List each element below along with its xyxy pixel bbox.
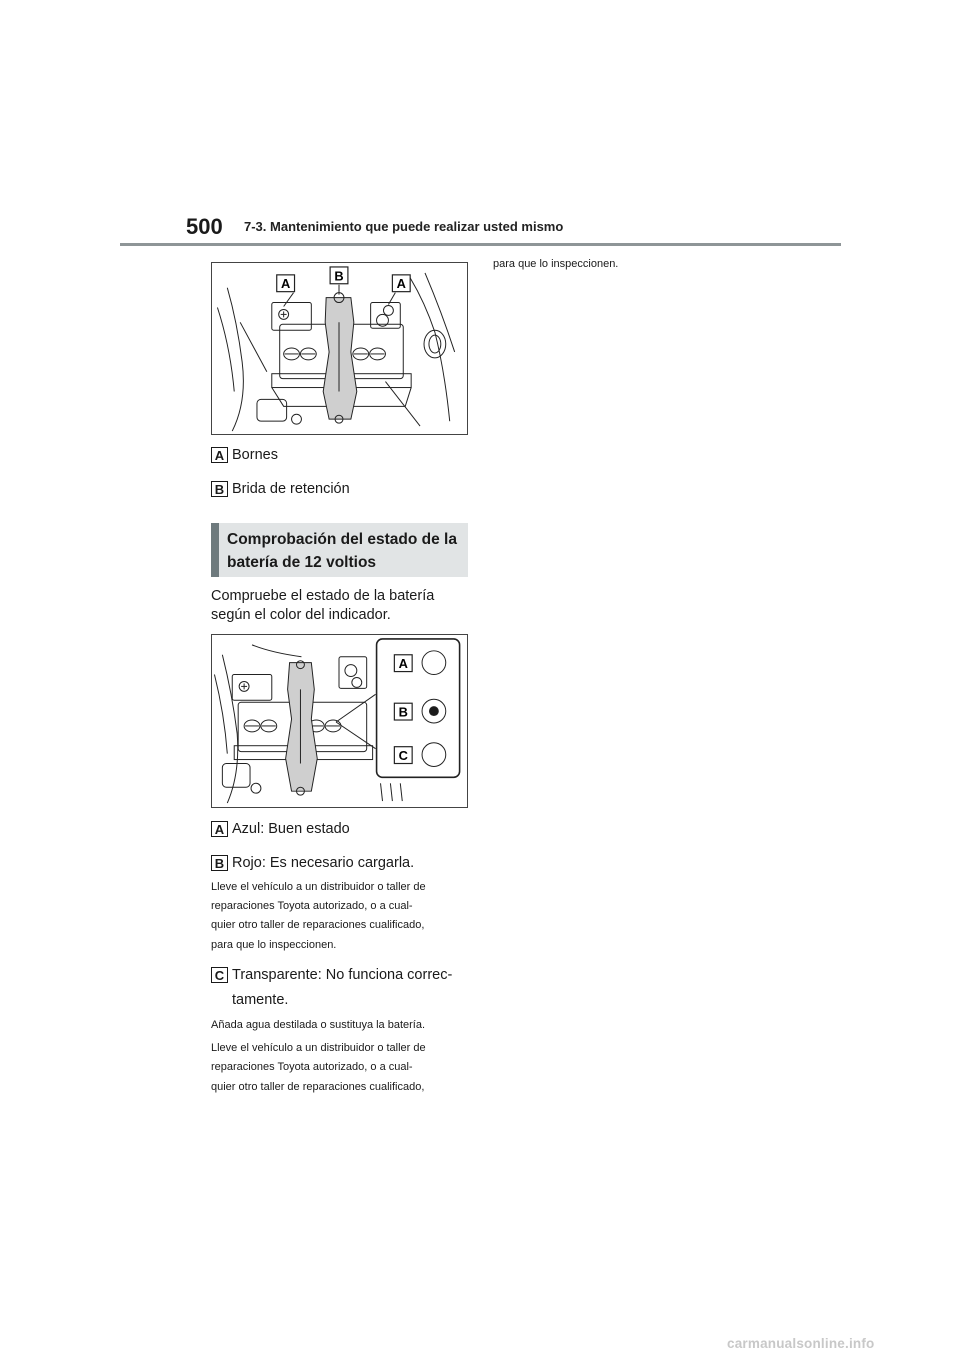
label-a-badge: A bbox=[211, 821, 228, 837]
legend-item-clear bbox=[211, 965, 452, 985]
legend-text: Bornes bbox=[232, 447, 278, 463]
red-note-line-3: quier otro taller de reparaciones cualificado, bbox=[211, 919, 425, 931]
label-b-badge: B bbox=[211, 481, 228, 497]
header-rule bbox=[120, 243, 841, 246]
label-a-badge: A bbox=[211, 447, 228, 463]
indicator-label-a: A bbox=[398, 656, 408, 672]
right-column-continued-text: para que lo inspeccionen. bbox=[493, 258, 619, 270]
indicator-label-b: B bbox=[398, 704, 408, 720]
legend-text: Brida de retención bbox=[232, 481, 350, 497]
callout-a-right: A bbox=[396, 276, 406, 292]
indicator-label-c: C bbox=[398, 748, 408, 764]
red-note-line-4: para que lo inspeccionen. bbox=[211, 939, 337, 951]
section-heading bbox=[211, 523, 468, 577]
legend-item-red bbox=[211, 853, 414, 873]
watermark: carmanualsonline.info bbox=[727, 1336, 875, 1351]
battery-indicator-illustration bbox=[211, 634, 468, 808]
heading-line-1: Comprobación del estado de la bbox=[227, 531, 457, 548]
legend-text: Transparente: No funciona correc- bbox=[232, 967, 453, 983]
section-title: 7-3. Mantenimiento que puede realizar usted mismo bbox=[244, 219, 564, 234]
red-note-line-1: Lleve el vehículo a un distribuidor o taller de bbox=[211, 881, 426, 893]
legend-text-continued: tamente. bbox=[232, 992, 289, 1008]
clear-note-line-3: reparaciones Toyota autorizado, o a cual- bbox=[211, 1061, 413, 1073]
legend-item-terminals bbox=[211, 445, 278, 465]
heading-line-2: batería de 12 voltios bbox=[227, 554, 377, 571]
callout-b: B bbox=[334, 268, 344, 284]
battery-terminals-drawing bbox=[212, 263, 467, 434]
battery-illustration-terminals bbox=[211, 262, 468, 435]
legend-text: Azul: Buen estado bbox=[232, 821, 350, 837]
page-number: 500 bbox=[186, 214, 223, 239]
label-c-badge: C bbox=[211, 967, 228, 983]
legend-item-clamp bbox=[211, 479, 350, 499]
legend-item-blue bbox=[211, 819, 350, 839]
clear-note-line-4: quier otro taller de reparaciones cualificado, bbox=[211, 1081, 425, 1093]
battery-indicator-drawing bbox=[212, 635, 467, 807]
intro-line-1: Compruebe el estado de la batería bbox=[211, 588, 435, 604]
clear-note-line-1: Añada agua destilada o sustituya la batería. bbox=[211, 1019, 426, 1031]
red-note-line-2: reparaciones Toyota autorizado, o a cual- bbox=[211, 900, 413, 912]
clear-note-line-2: Lleve el vehículo a un distribuidor o taller de bbox=[211, 1042, 426, 1054]
legend-text: Rojo: Es necesario cargarla. bbox=[232, 855, 415, 871]
intro-line-2: según el color del indicador. bbox=[211, 607, 391, 623]
callout-a-left: A bbox=[280, 276, 291, 292]
label-b-badge: B bbox=[211, 855, 228, 871]
